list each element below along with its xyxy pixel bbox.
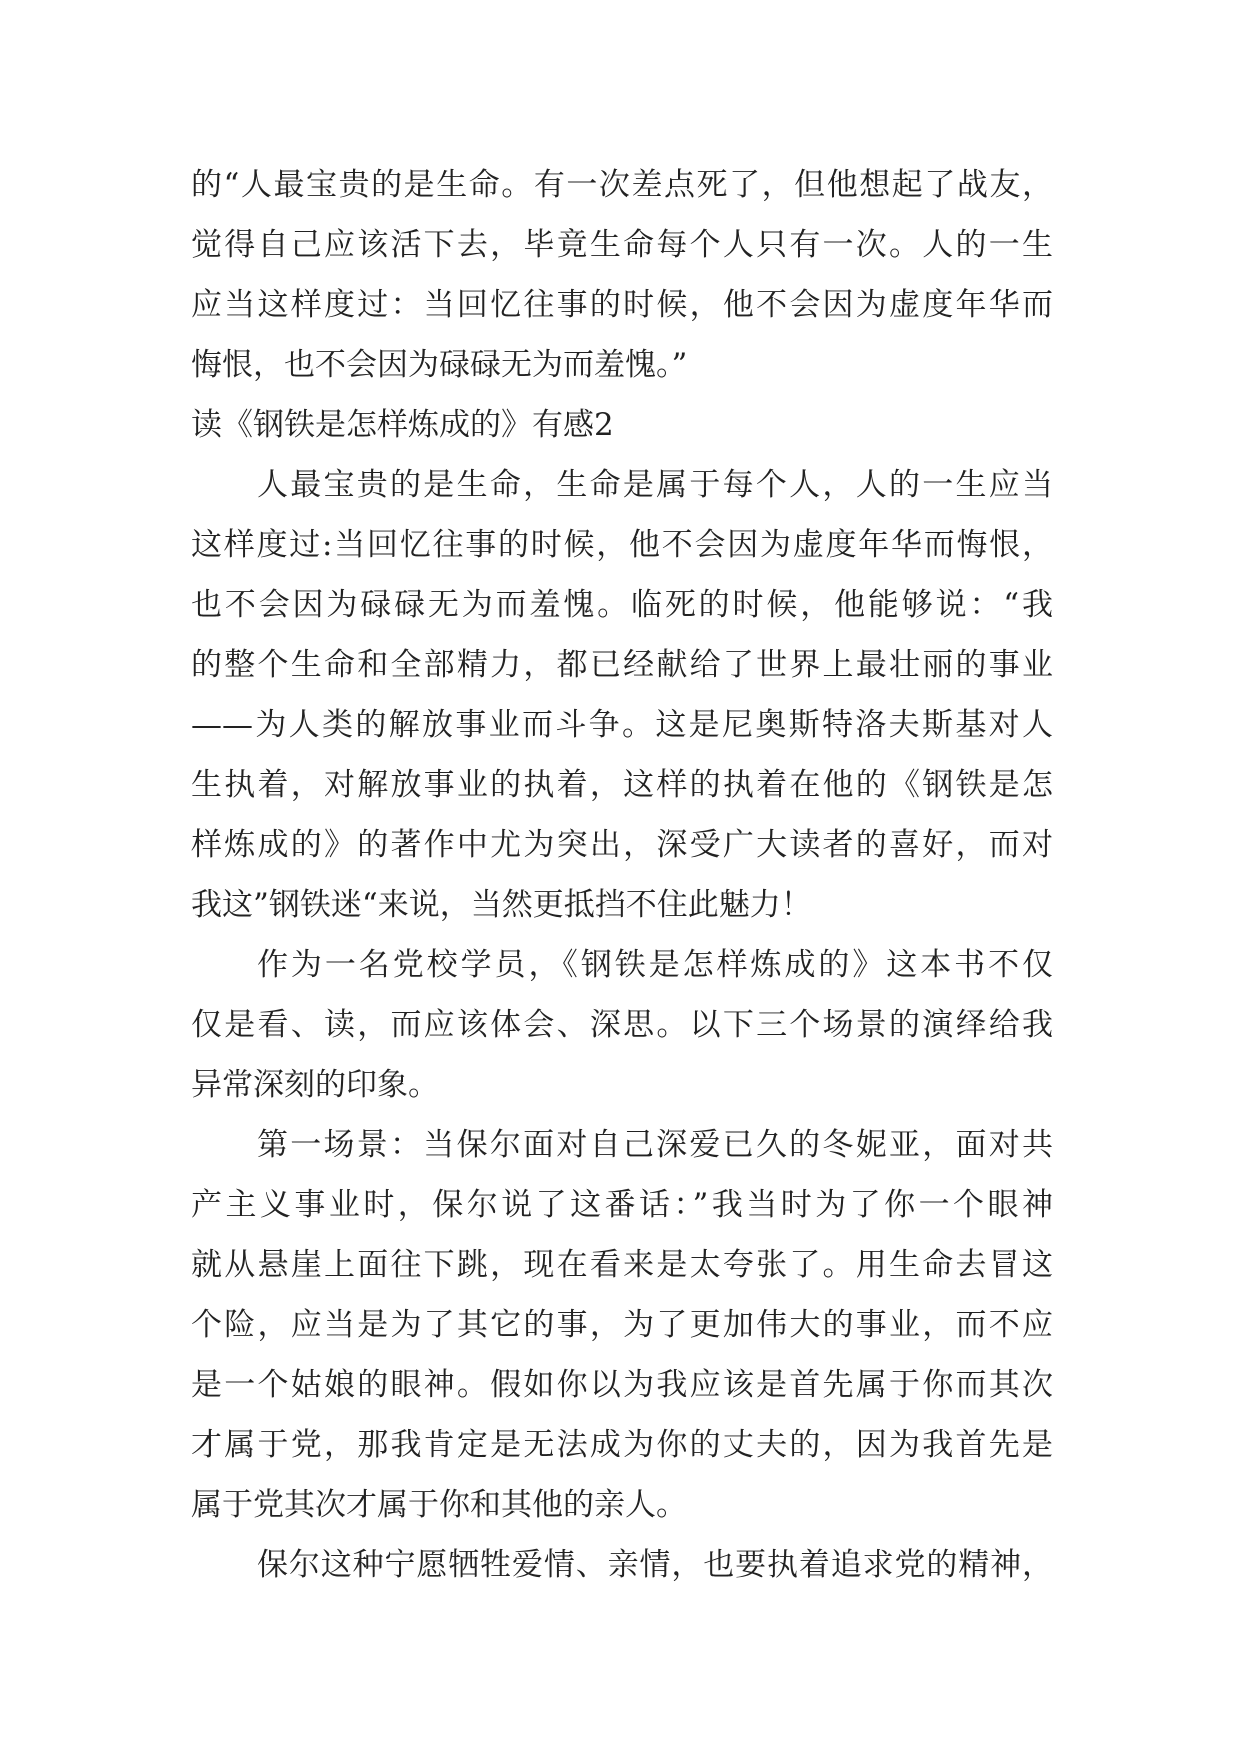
text-line: 悔恨，也不会因为碌碌无为而羞愧。” [191,347,688,383]
paragraph [191,935,1053,1115]
text-line: 仅是看、读，而应该体会、深思。以下三个场景的演绎给我 [191,1007,1053,1043]
section-heading: 读《钢铁是怎样炼成的》有感2 [191,407,614,443]
paragraph [191,455,1053,935]
text-line: 样炼成的》的著作中尤为突出，深受广大读者的喜好，而对 [191,827,1053,863]
text-line: ——为人类的解放事业而斗争。这是尼奥斯特洛夫斯基对人 [191,707,1053,743]
paragraph [191,1115,1053,1535]
text-line: 也不会因为碌碌无为而羞愧。临死的时候，他能够说：“我 [191,587,1053,623]
text-line: 的整个生命和全部精力，都已经献给了世界上最壮丽的事业 [191,647,1053,683]
text-line: 觉得自己应该活下去，毕竟生命每个人只有一次。人的一生 [191,227,1053,263]
text-line: 就从悬崖上面往下跳，现在看来是太夸张了。用生命去冒这 [191,1247,1053,1283]
text-line: 保尔这种宁愿牺牲爱情、亲情，也要执着追求党的精神， [257,1547,1053,1583]
document-body [191,155,1053,1595]
text-line: 产主义事业时，保尔说了这番话：”我当时为了你一个眼神 [191,1187,1053,1223]
paragraph [191,1535,1053,1595]
text-line: 属于党其次才属于你和其他的亲人。 [191,1487,687,1523]
text-line: 我这”钢铁迷“来说，当然更抵挡不住此魅力！ [191,887,812,923]
text-line: 是一个姑娘的眼神。假如你以为我应该是首先属于你而其次 [191,1367,1053,1403]
text-line: 这样度过:当回忆往事的时候，他不会因为虚度年华而悔恨， [191,527,1053,563]
text-line: 作为一名党校学员，《钢铁是怎样炼成的》这本书不仅 [257,947,1053,983]
text-line: 的“人最宝贵的是生命。有一次差点死了，但他想起了战友， [191,167,1053,203]
text-line: 生执着，对解放事业的执着，这样的执着在他的《钢铁是怎 [191,767,1053,803]
paragraph [191,155,1053,395]
text-line: 异常深刻的印象。 [191,1067,439,1103]
text-line: 应当这样度过：当回忆往事的时候，他不会因为虚度年华而 [191,287,1053,323]
text-line: 才属于党，那我肯定是无法成为你的丈夫的，因为我首先是 [191,1427,1053,1463]
text-line: 个险，应当是为了其它的事，为了更加伟大的事业，而不应 [191,1307,1053,1343]
text-line: 人最宝贵的是生命，生命是属于每个人，人的一生应当 [257,467,1053,503]
text-line: 第一场景：当保尔面对自己深爱已久的冬妮亚，面对共 [257,1127,1053,1163]
